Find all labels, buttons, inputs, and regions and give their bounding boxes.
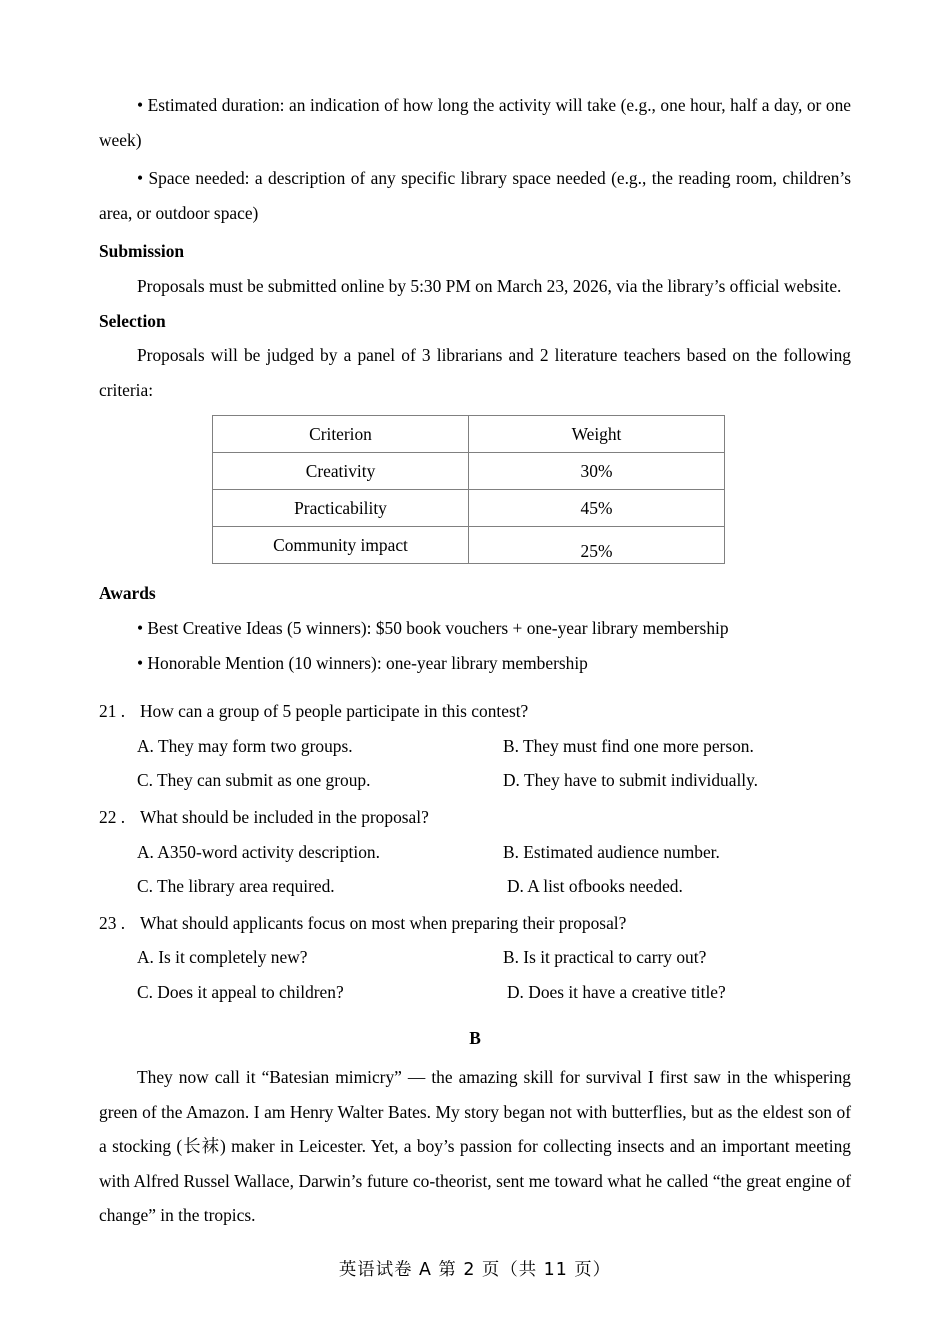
selection-body: Proposals will be judged by a panel of 3 librarians and 2 literature teachers based on the following criteria:: [99, 345, 851, 400]
question-22-option-d[interactable]: D. A list ofbooks needed.: [507, 876, 683, 897]
question-22-stem-line: [99, 800, 851, 835]
submission-body: Proposals must be submitted online by 5:30 PM on March 23, 2026, via the library’s official website.: [137, 275, 842, 296]
bullet-space-needed: • Space needed: a description of any specific library space needed (e.g., the reading room, children’s area, or outdoor space): [99, 168, 851, 223]
criteria-table: [212, 415, 725, 564]
question-21-option-d[interactable]: D. They have to submit individually.: [503, 770, 759, 791]
question-22-option-a[interactable]: A. A350-word activity description.: [137, 841, 380, 862]
question-23-stem-line: [99, 906, 851, 941]
weight-practicability: 45%: [469, 490, 725, 527]
page-content: [99, 88, 851, 1233]
page-footer: 英语试卷 A 第 2 页（共 11 页）: [338, 1260, 612, 1280]
bullet-estimated-duration: • Estimated duration: an indication of how long the activity will take (e.g., one hour, half a day, or one week): [99, 95, 851, 150]
question-21-option-c[interactable]: C. They can submit as one group.: [137, 770, 371, 791]
question-21-option-a[interactable]: A. They may form two groups.: [137, 735, 353, 756]
question-23-stem: What should applicants focus on most when preparing their proposal?: [140, 912, 627, 933]
question-22-options-row-1: [99, 835, 851, 870]
question-23-options-row-2: [99, 975, 851, 1010]
question-23: [99, 906, 851, 1010]
question-22: [99, 800, 851, 904]
question-23-option-d[interactable]: D. Does it have a creative title?: [507, 981, 726, 1002]
table-header-criterion: Criterion: [213, 416, 469, 453]
question-23-options-row-1: [99, 940, 851, 975]
table-header-weight: Weight: [469, 416, 725, 453]
table-row: [213, 490, 725, 527]
question-21-stem-line: [99, 694, 851, 729]
question-21-options-row-1: [99, 729, 851, 764]
question-23-number: 23 .: [99, 912, 126, 933]
question-21-number: 21 .: [99, 701, 126, 722]
award-honorable-mention: • Honorable Mention (10 winners): one-year library membership: [137, 652, 588, 673]
award-best-creative-ideas: • Best Creative Ideas (5 winners): $50 book vouchers + one-year library membership: [137, 617, 729, 638]
spacer: [99, 564, 851, 576]
question-22-stem: What should be included in the proposal?: [140, 806, 429, 827]
heading-awards: Awards: [99, 583, 156, 604]
question-21-stem: How can a group of 5 people participate in this contest?: [140, 701, 529, 722]
heading-selection: Selection: [99, 310, 166, 331]
table-row: [213, 453, 725, 490]
weight-community-impact: 25%: [469, 527, 725, 564]
question-22-number: 22 .: [99, 806, 126, 827]
question-22-options-row-2: [99, 869, 851, 904]
spacer: [99, 680, 851, 692]
question-23-option-b[interactable]: B. Is it practical to carry out?: [503, 947, 707, 968]
weight-creativity: 30%: [469, 453, 725, 490]
question-21-options-row-2: [99, 763, 851, 798]
section-b-passage: They now call it “Batesian mimicry” — the amazing skill for survival I first saw in the whispering green of the Amazon. I am Henry Walter Bates. My story began not with butterflies, but as the eldest son of a stocking (长袜) maker in Leicester. Yet, a boy’s passion for collecting insects and an important meeting with Alfred Russel Wallace, Darwin’s future co-theorist, sent me toward what he called “the great engine of change” in the tropics.: [99, 1067, 851, 1226]
criterion-community-impact: Community impact: [213, 527, 469, 564]
criteria-table-wrapper: [99, 415, 851, 564]
heading-submission: Submission: [99, 241, 185, 262]
section-b-letter: B: [469, 1028, 481, 1049]
spacer: [99, 1009, 851, 1021]
question-22-option-c[interactable]: C. The library area required.: [137, 876, 335, 897]
table-row: [213, 527, 725, 564]
question-22-option-b[interactable]: B. Estimated audience number.: [503, 841, 720, 862]
table-header-row: [213, 416, 725, 453]
question-23-option-c[interactable]: C. Does it appeal to children?: [137, 981, 344, 1002]
question-21-option-b[interactable]: B. They must find one more person.: [503, 735, 754, 756]
question-23-option-a[interactable]: A. Is it completely new?: [137, 947, 308, 968]
criterion-practicability: Practicability: [213, 490, 469, 527]
criterion-creativity: Creativity: [213, 453, 469, 490]
question-21: [99, 694, 851, 798]
